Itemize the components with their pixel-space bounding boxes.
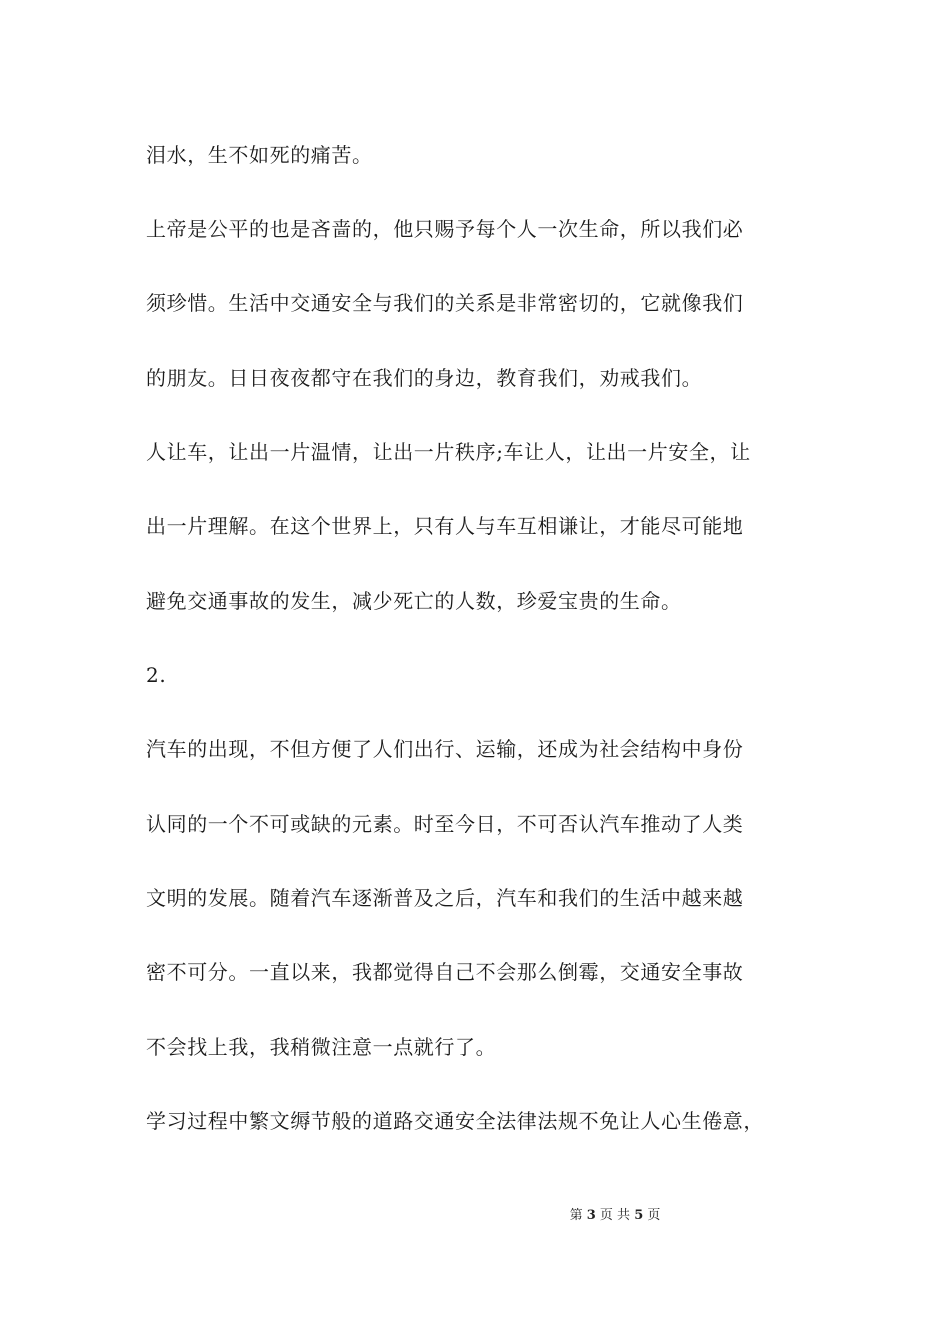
body-line: 人让车，让出一片温情，让出一片秩序;车让人，让出一片安全，让: [146, 440, 751, 464]
total-page-number: 5: [634, 1208, 644, 1223]
page-indicator: [570, 1207, 661, 1225]
page-footer: [0, 1207, 950, 1225]
body-line: 文明的发展。随着汽车逐渐普及之后，汽车和我们的生活中越来越: [146, 886, 744, 910]
body-line: 汽车的出现，不但方便了人们出行、运输，还成为社会结构中身份: [146, 737, 744, 761]
body-line: 泪水，生不如死的痛苦。: [146, 143, 373, 167]
section-number: 2.: [146, 663, 167, 687]
footer-prefix: 第: [569, 1208, 583, 1223]
body-line: 出一片理解。在这个世界上，只有人与车互相谦让，才能尽可能地: [146, 514, 744, 538]
body-line: 不会找上我，我稍微注意一点就行了。: [146, 1035, 497, 1059]
footer-middle: 页 共: [599, 1208, 631, 1223]
body-line: 认同的一个不可或缺的元素。时至今日，不可否认汽车推动了人类: [146, 812, 744, 836]
body-line: 密不可分。一直以来，我都觉得自己不会那么倒霉，交通安全事故: [146, 960, 744, 984]
body-line: 避免交通事故的发生，减少死亡的人数，珍爱宝贵的生命。: [146, 589, 682, 613]
footer-suffix: 页: [647, 1208, 661, 1223]
body-line: 须珍惜。生活中交通安全与我们的关系是非常密切的，它就像我们: [146, 291, 744, 315]
current-page-number: 3: [586, 1208, 596, 1223]
body-line: 上帝是公平的也是吝啬的，他只赐予每个人一次生命，所以我们必: [146, 217, 744, 241]
body-line: 的朋友。日日夜夜都守在我们的身边，教育我们，劝戒我们。: [146, 366, 703, 390]
body-line: 学习过程中繁文缛节般的道路交通安全法律法规不免让人心生倦意，: [146, 1109, 764, 1133]
